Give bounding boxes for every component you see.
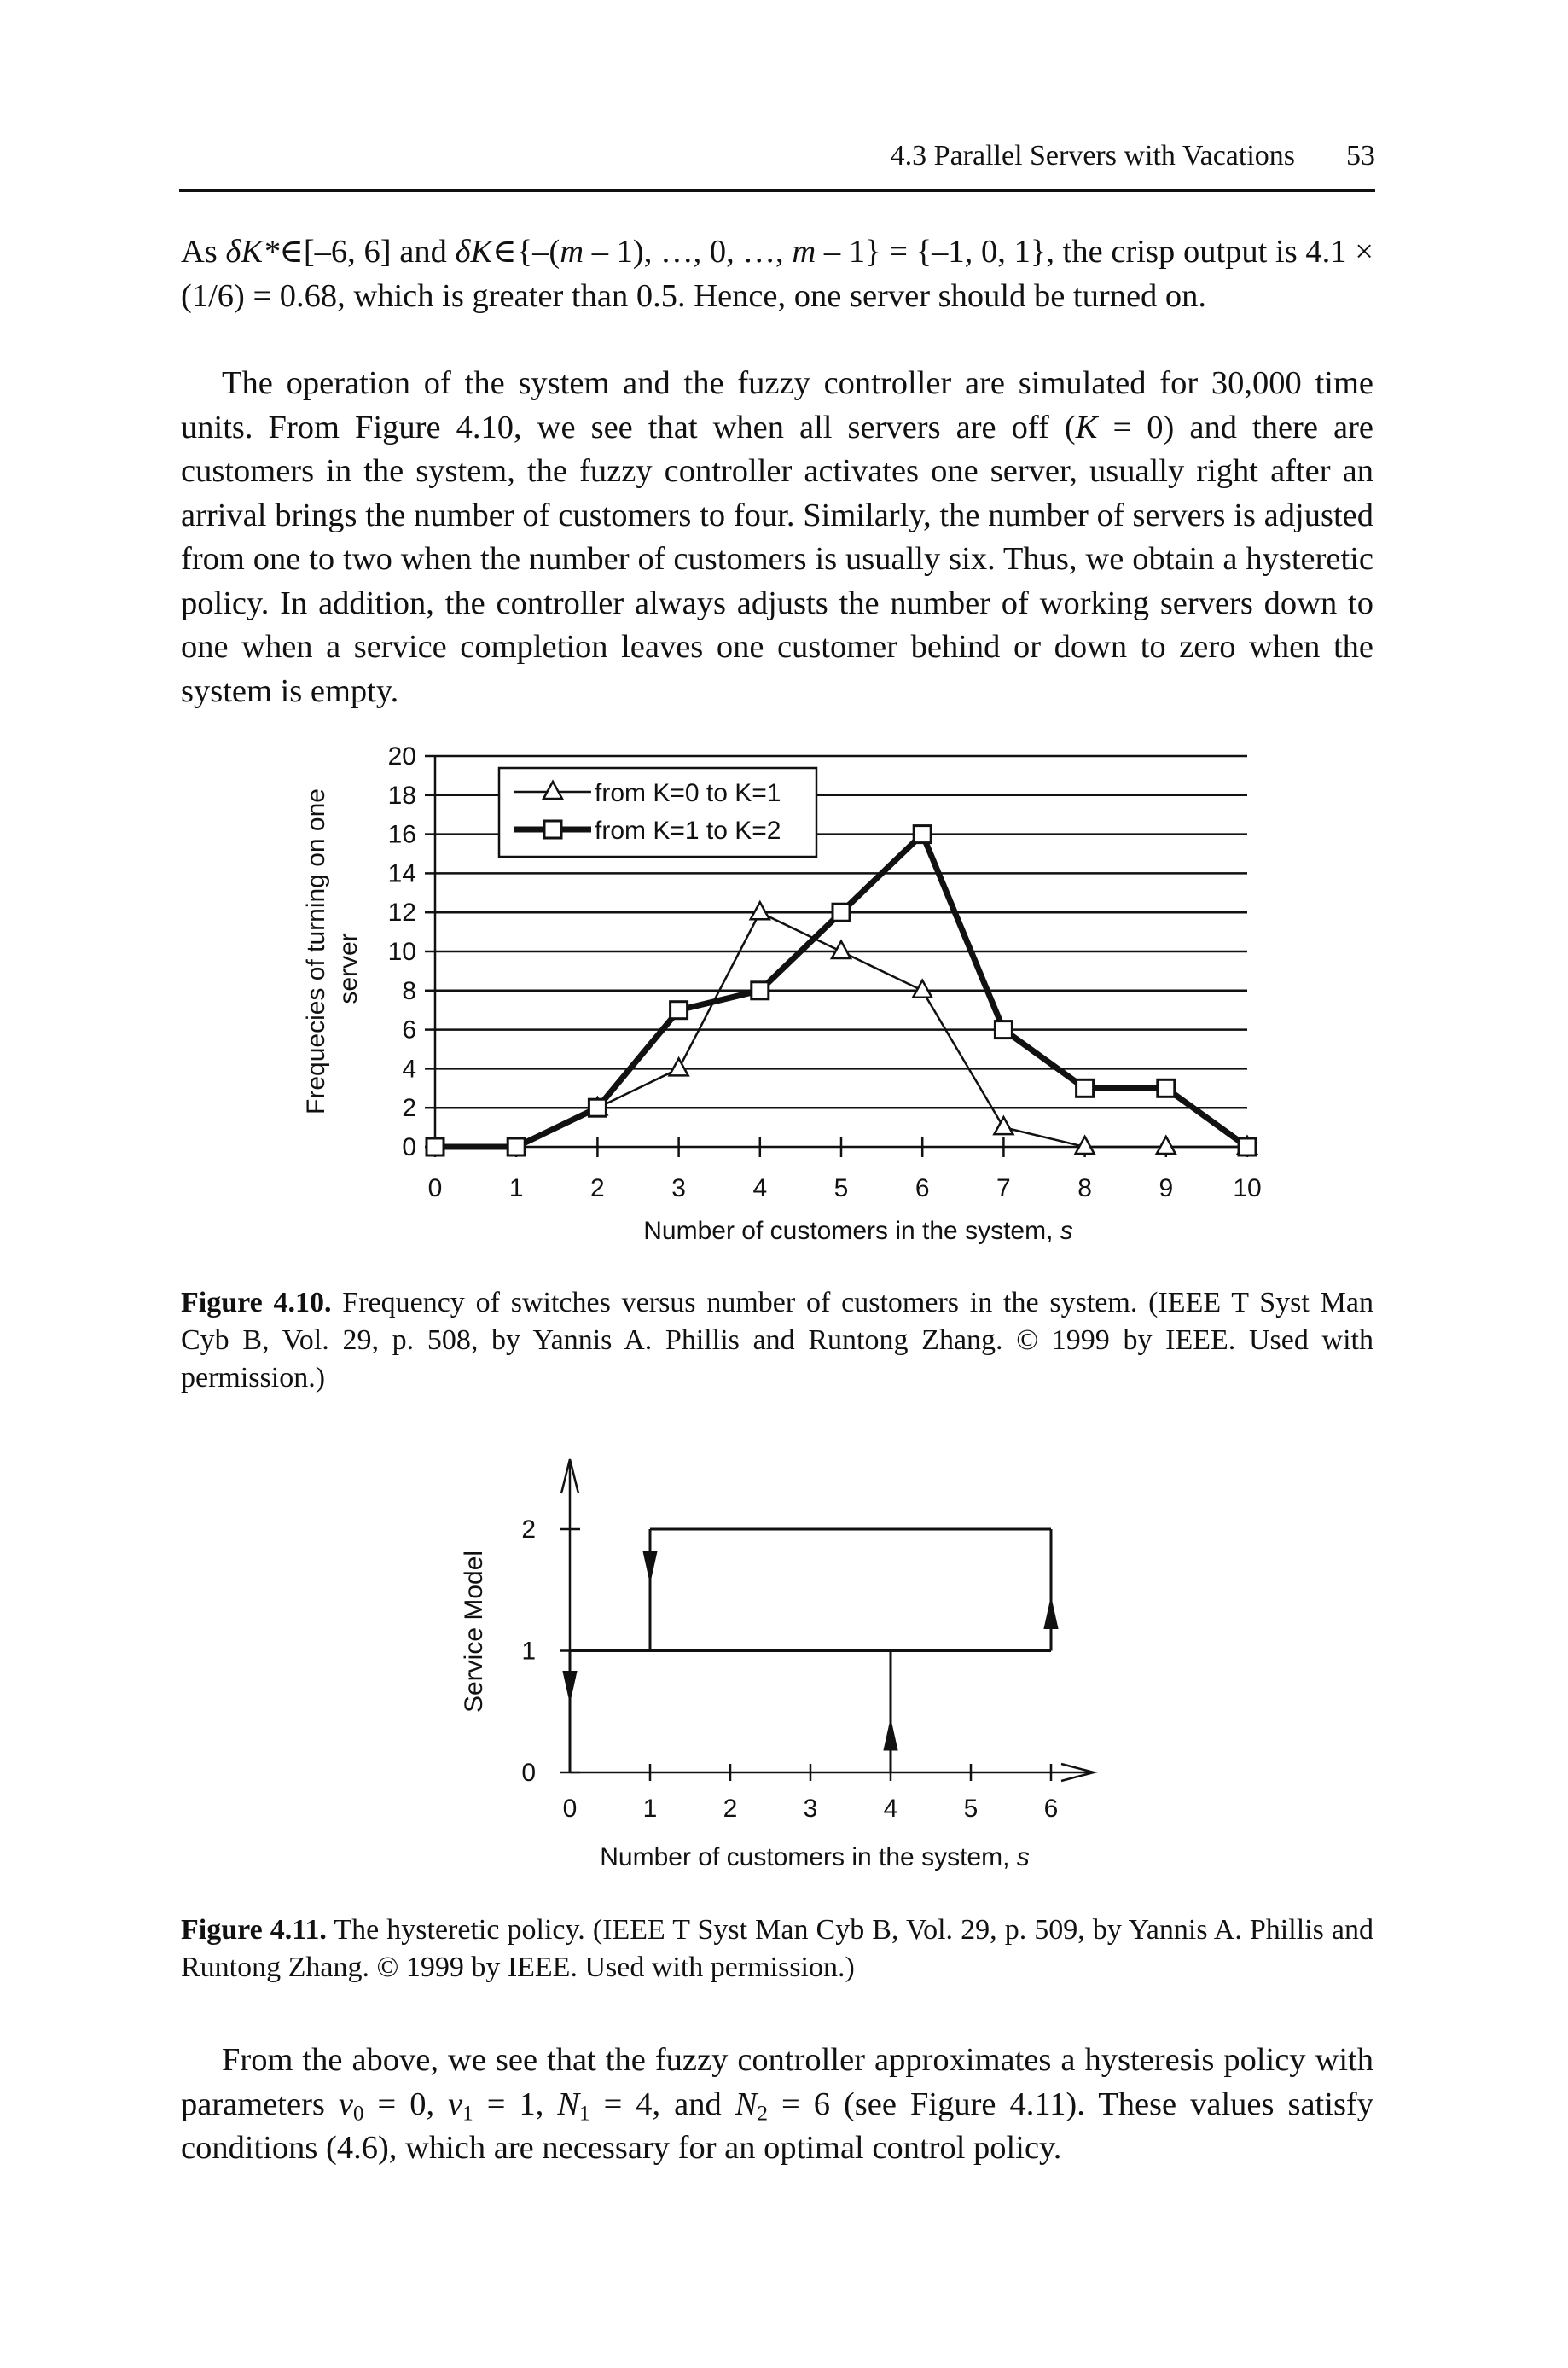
- y-tick-label: 8: [402, 976, 416, 1005]
- fig411-x-tick-label: 6: [1043, 1795, 1059, 1823]
- figure-4-11-caption-text: The hysteretic policy. (IEEE T Syst Man Cyb B, Vol. 29, p. 509, by Yannis A. Phillis and Runtong Zhang. © 1999 by IEEE. Used with permission.): [181, 1914, 1373, 1983]
- fig411-x-tick-label: 1: [642, 1795, 658, 1823]
- y-tick-label: 18: [387, 781, 416, 810]
- square-marker: [995, 1021, 1012, 1039]
- triangle-marker: [751, 902, 769, 919]
- x-tick-label: 6: [915, 1174, 930, 1202]
- y-tick-label: 6: [402, 1015, 416, 1044]
- square-marker: [1158, 1079, 1175, 1097]
- fig411-y-axis-label: Service Model: [460, 1550, 488, 1713]
- y-tick-label: 0: [402, 1133, 416, 1161]
- legend-label-from-k0-to-k1: from K=0 to K=1: [595, 779, 781, 807]
- fig411-x-tick-label: 0: [562, 1795, 578, 1823]
- square-marker: [1077, 1079, 1094, 1097]
- fig411-x-tick-label: 3: [803, 1795, 818, 1823]
- fig411-arrow-down: [643, 1551, 657, 1582]
- x-tick-label: 8: [1077, 1174, 1092, 1202]
- triangle-marker: [1157, 1137, 1176, 1154]
- square-marker: [589, 1099, 606, 1116]
- figure-4-10-caption: [181, 1284, 1373, 1397]
- square-marker: [1239, 1138, 1256, 1155]
- square-marker: [833, 904, 850, 921]
- fig411-x-axis-label: Number of customers in the system, s: [600, 1843, 1030, 1871]
- y-tick-label: 10: [387, 938, 416, 966]
- paragraph-3: [181, 2039, 1373, 2171]
- figure-4-11-caption: [181, 1911, 1373, 1987]
- paragraph-3-text: From the above, we see that the fuzzy controller approximates a hysteresis policy with parameters $v_0 = 0$, $v_1 = 1$, $N_1 = 4$, and $N_2 = 6$ (see Figure 4.11). These values satisfy conditions (4.6), which are necessary for an optimal control policy.: [181, 2042, 1374, 2166]
- fig411-x-tick-label: 4: [883, 1795, 898, 1823]
- square-marker: [914, 826, 931, 843]
- triangle-marker: [832, 941, 851, 958]
- x-tick-label: 3: [671, 1174, 686, 1202]
- square-marker: [671, 1002, 688, 1019]
- fig411-y-tick-label: 0: [521, 1759, 536, 1787]
- paragraph-2-text: The operation of the system and the fuzzy controller are simulated for 30,000 time units. From Figure 4.10, we see that when all servers are off (K = 0) and there are customers in the system, the fuzzy controller activates one server, usually right after an arrival brings the number of customers to four. Similarly, the number of servers is adjusted from one to two when the number of customers is usually six. Thus, we obtain a hysteretic policy. In addition, the controller always adjusts the number of working servers down to one when a service completion leaves one customer behind or down to zero when the system is empty.: [181, 365, 1373, 709]
- x-tick-label: 10: [1233, 1174, 1262, 1202]
- fig411-y-tick-label: 2: [521, 1516, 536, 1544]
- square-marker: [508, 1138, 525, 1155]
- fig411-x-tick-label: 5: [963, 1795, 979, 1823]
- fig411-arrow-down: [563, 1672, 577, 1702]
- section-title: 4.3 Parallel Servers with Vacations: [890, 140, 1295, 172]
- x-tick-label: 2: [590, 1174, 605, 1202]
- triangle-marker: [994, 1117, 1013, 1134]
- fig411-y-tick-label: 1: [521, 1637, 536, 1666]
- figure-4-10-label: Figure 4.10.: [181, 1287, 332, 1318]
- y-axis-label-line1: Frequecies of turning on one: [302, 788, 330, 1114]
- y-axis-label-line2: server: [334, 933, 363, 1004]
- x-tick-label: 4: [752, 1174, 768, 1202]
- fig411-x-tick-label: 2: [723, 1795, 738, 1823]
- triangle-marker: [913, 980, 932, 998]
- x-axis-label: Number of customers in the system, s: [643, 1217, 1073, 1245]
- figure-4-11-label: Figure 4.11.: [181, 1914, 327, 1946]
- x-tick-label: 0: [427, 1174, 443, 1202]
- y-tick-label: 12: [387, 899, 416, 928]
- chart1-legend: [499, 768, 816, 857]
- x-tick-label: 7: [996, 1174, 1011, 1202]
- page-number: 53: [1346, 140, 1375, 172]
- paragraph-1-text: As δK*∈[–6, 6] and δK∈{–(m – 1), …, 0, …, m – 1} = {–1, 0, 1}, the crisp output is 4.1 × (1/6) = 0.68, which is greater than 0.5. Hence, one server should be turned on.: [181, 234, 1373, 314]
- y-tick-label: 2: [402, 1094, 416, 1123]
- y-tick-label: 4: [402, 1055, 416, 1084]
- x-tick-label: 1: [508, 1174, 524, 1202]
- triangle-marker: [670, 1058, 688, 1075]
- y-tick-label: 20: [387, 742, 416, 771]
- y-tick-label: 16: [387, 820, 416, 849]
- x-tick-label: 9: [1159, 1174, 1174, 1202]
- figure-4-11-chart: [460, 1459, 1094, 1871]
- legend-label-from-k1-to-k2: from K=1 to K=2: [595, 817, 781, 845]
- fig411-arrow-up: [884, 1719, 897, 1750]
- square-marker: [752, 982, 769, 999]
- x-tick-label: 5: [833, 1174, 849, 1202]
- legend-square-marker: [544, 821, 561, 838]
- fig411-arrow-up: [1044, 1598, 1058, 1629]
- figure-4-10-caption-text: Frequency of switches versus number of customers in the system. (IEEE T Syst Man Cyb B, Vol. 29, p. 508, by Yannis A. Phillis and Runtong Zhang. © 1999 by IEEE. Used with permission.): [181, 1287, 1373, 1393]
- y-tick-label: 14: [387, 859, 416, 888]
- square-marker: [427, 1138, 444, 1155]
